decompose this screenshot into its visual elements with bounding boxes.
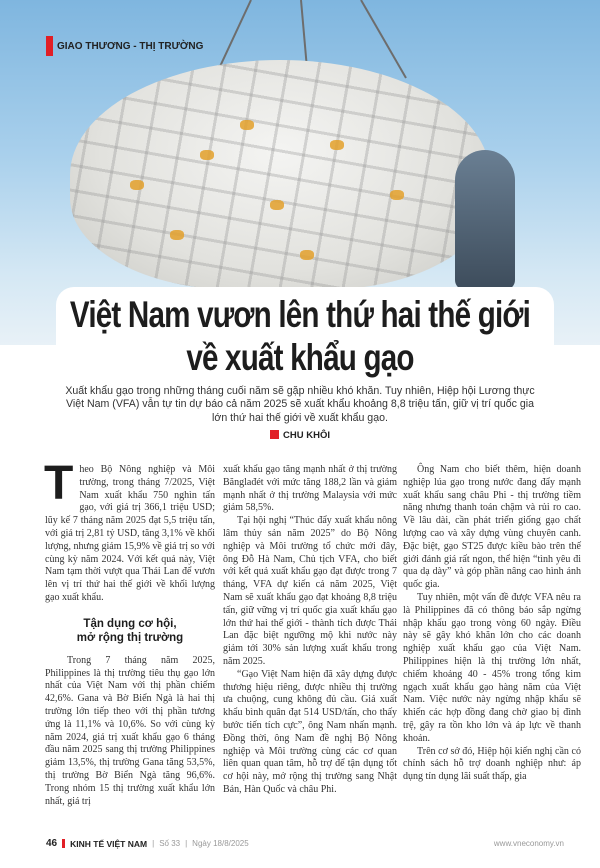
separator: | <box>152 839 155 848</box>
page-number: 46 <box>46 838 58 849</box>
magazine-name: KINH TẾ VIỆT NAM <box>70 838 148 849</box>
worker-figure <box>455 150 515 290</box>
issue-number: Số 33 <box>159 839 181 848</box>
column-2 <box>223 464 397 797</box>
footer-marker <box>62 839 65 848</box>
paragraph: xuất khẩu gạo tăng mạnh nhất ở thị trường Bănglađét với mức tăng 188,2 lần và giảm mạnh nhất ở thị trường Malaysia với mức giảm 58,5%. <box>223 464 397 514</box>
page-footer <box>46 838 249 849</box>
author-name: CHU KHÔI <box>283 429 330 441</box>
paragraph <box>44 457 215 605</box>
rice-bag-pile <box>70 60 490 290</box>
subheading <box>45 617 215 645</box>
paragraph: Tuy nhiên, một vấn đề được VFA nêu ra là Philippines đã có thông báo sắp ngừng nhập khẩu gạo trong vòng 60 ngày. Điều này sẽ gây khó khăn lớn cho các doanh nghiệp xuất khẩu gạo của Việt Nam. Philippines hiện là thị trường lớn nhất, chiếm khoảng 40 - 45% trong tổng kim ngạch xuất khẩu gạo hàng năm của Việt Nam. Việc nước này ngừng nhập khẩu sẽ khiến các hợp đồng đang chờ giao bị đình trệ, gây ra tồn kho lớn và áp lực về thanh khoản. <box>403 591 581 744</box>
paragraph: Trên cơ sở đó, Hiệp hội kiến nghị cần có chính sách hỗ trợ doanh nghiệp như: áp dụng tín dụng lãi suất thấp, gia <box>403 745 581 783</box>
section-header <box>46 36 203 56</box>
column-1 <box>44 457 215 808</box>
article-lead: Xuất khẩu gạo trong những tháng cuối năm sẽ gặp nhiều khó khăn. Tuy nhiên, Hiệp hội Lương thực Việt Nam (VFA) vẫn tự tin dự báo cả năm 2025 sẽ xuất khẩu khoảng 8,8 triệu tấn, giữ vị trí quốc gia lớn thứ hai thế giới về xuất khẩu gạo. <box>65 385 535 424</box>
website-url: www.vneconomy.vn <box>493 839 564 848</box>
paragraph: Trong 7 tháng năm 2025, Philippines là thị trường tiêu thụ gạo lớn nhất của Việt Nam với thị phần chiếm 42,6%. Gana và Bờ Biển Ngà là hai thị trường lớn tiếp theo với thị phần tương ứng là 11,1% và 10,6%. So với cùng kỳ năm 2024, giá trị xuất khẩu gạo 6 tháng đầu năm 2025 sang thị trường Philippines giảm 13,5%, thị trường Gana tăng 53,5%, thị trường Bờ Biển Ngà tăng 96,6%. Trong nhóm 15 thị trường xuất khẩu lớn nhất, giá trị <box>45 654 215 807</box>
paragraph: Tại hội nghị “Thúc đẩy xuất khẩu nông lâm thủy sản năm 2025” do Bộ Nông nghiệp và Môi trường tổ chức mới đây, ông Đỗ Hà Nam, Chủ tịch VFA, cho biết với kết quả xuất khẩu gạo đạt được trong 7 tháng, VFA dự kiến cả năm 2025, Việt Nam sẽ xuất khẩu gạo đạt khoảng 8,8 triệu tấn, giữ vững vị trí quốc gia xuất khẩu gạo lớn thứ hai thế giới - thành tích được Thái Lan đặc biệt ngưỡng mộ khi nước này giảm tới 30% sản lượng xuất khẩu trong năm 2025. <box>223 515 397 667</box>
separator: | <box>185 839 188 848</box>
article-head <box>0 293 600 442</box>
section-label: GIAO THƯƠNG - THỊ TRƯỜNG <box>57 40 204 52</box>
author-marker-icon <box>270 430 279 439</box>
subheading-line: Tận dụng cơ hội, <box>83 617 177 630</box>
byline <box>0 430 600 442</box>
crane-rope <box>360 0 407 78</box>
column-3 <box>403 464 581 784</box>
drop-cap: T <box>44 457 74 510</box>
article-title <box>0 293 600 379</box>
title-line-1: Việt Nam vươn lên thứ hai thế giới <box>69 294 531 335</box>
paragraph: Ông Nam cho biết thêm, hiện doanh nghiệp lúa gạo trong nước đang đẩy mạnh xuất khẩu sang châu Phi - thị trường tiềm năng nhưng thanh toán chậm và rủi ro cao. Về lâu dài, cần phát triển giống gạo chất lượng cao và xây dựng vùng chuyên canh. Đặc biệt, gạo ST25 được kiều bào trên thế giới đánh giá rất ngon, thể hiện “tình yêu đi qua dạ dày” và góp phần nâng cao hình ảnh quốc gia. <box>403 464 581 591</box>
title-line-2: về xuất khẩu gạo <box>186 337 414 378</box>
issue-date: Ngày 18/8/2025 <box>192 839 249 848</box>
subheading-line: mở rộng thị trường <box>76 631 184 644</box>
paragraph: “Gạo Việt Nam hiện đã xây dựng được thương hiệu riêng, được nhiều thị trường ưa chuộng, cung không đủ cầu. Giá xuất khẩu bình quân đạt 514 USD/tấn, cho thấy bước tiến tích cực”, ông Nam nhấn mạnh. Đồng thời, ông Nam đề nghị Bộ Nông nghiệp và Môi trường cùng các cơ quan liên quan quan tâm, hỗ trợ để tận dụng tốt cơ hội này, mở rộng thị trường sang Nhật Bản, Hàn Quốc và châu Phi. <box>223 668 397 795</box>
paragraph-text: heo Bộ Nông nghiệp và Môi trường, trong tháng 7/2025, Việt Nam xuất khẩu 750 nghìn tấn gạo, với giá trị 366,1 triệu USD; lũy kế 7 tháng năm 2025 đạt 5,5 triệu tấn, với giá trị 2,81 tỷ USD, tăng 3,1% về khối lượng, nhưng giảm 15,9% về giá trị so với cùng kỳ năm 2024. Với kết quả này, Việt Nam tạm thời vượt qua Thái Lan để vươn lên vị trí thứ hai thế giới về khối lượng gạo xuất khẩu. <box>45 464 215 603</box>
section-marker <box>46 36 53 56</box>
